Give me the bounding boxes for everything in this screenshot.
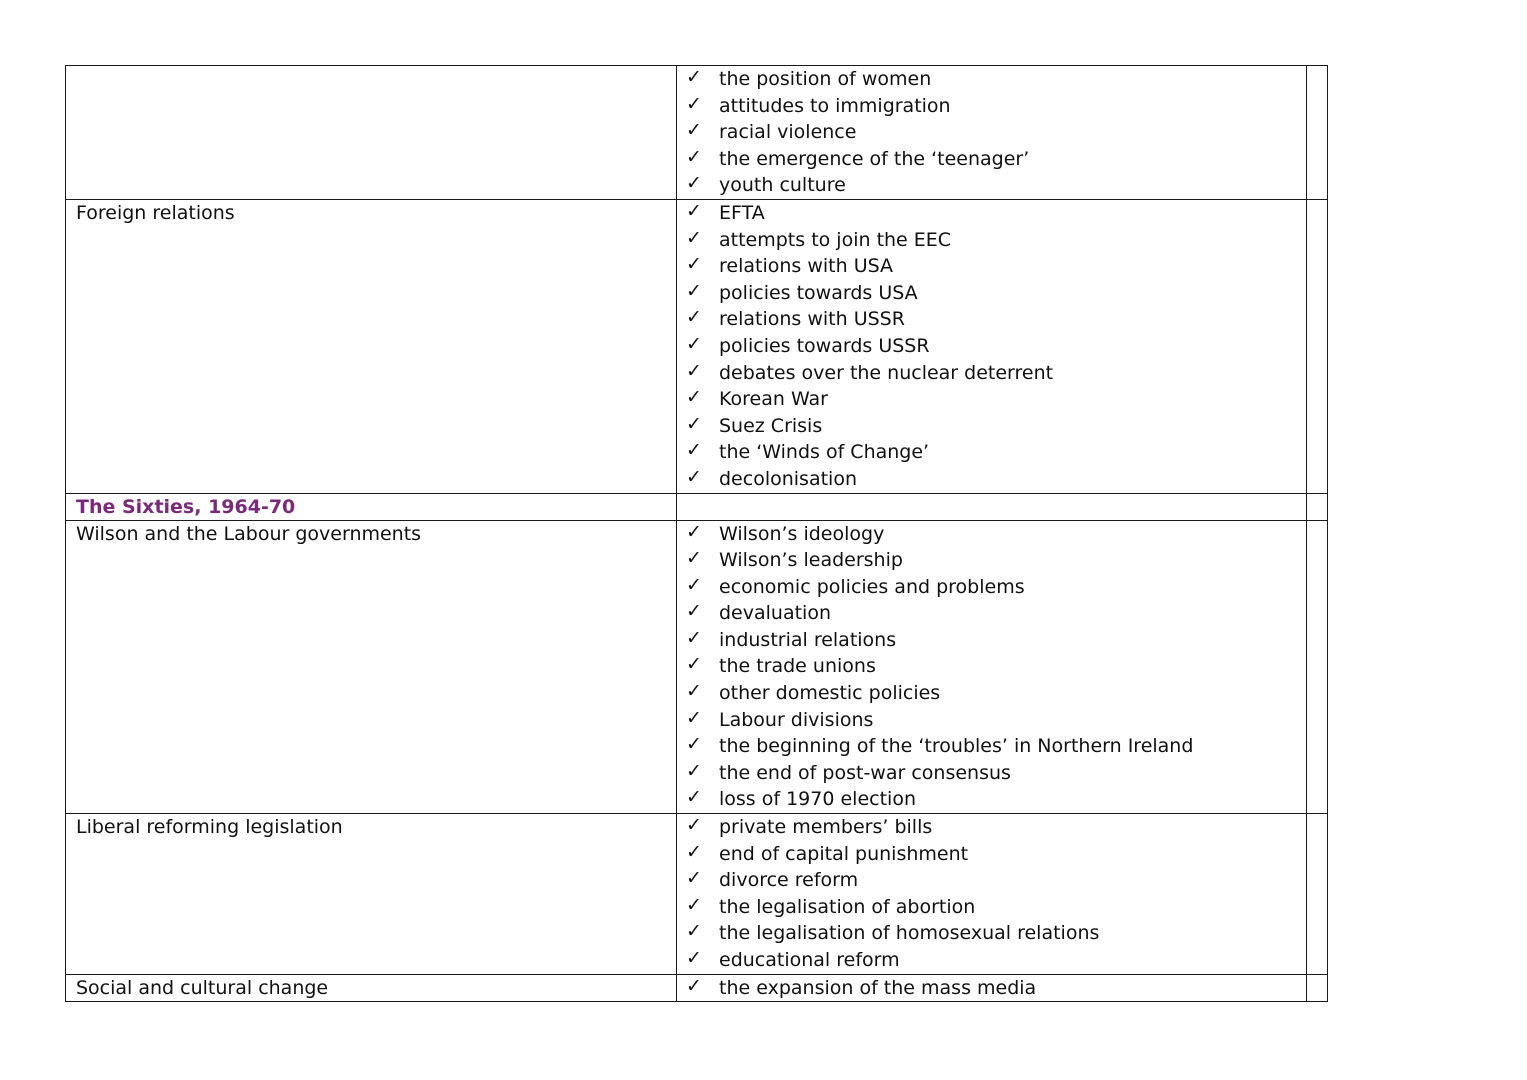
checkbox-column-cell	[1307, 974, 1328, 1002]
list-item	[677, 574, 1306, 601]
checkmark-icon: ✓	[686, 172, 702, 195]
list-item	[677, 841, 1306, 868]
list-item	[677, 707, 1306, 734]
topic-cell	[66, 66, 677, 200]
checkmark-icon: ✓	[686, 306, 702, 329]
list-item-text: divorce reform	[719, 869, 859, 892]
topic-label: Liberal reforming legislation	[76, 816, 343, 839]
list-item	[677, 280, 1306, 307]
list-item-text: the emergence of the ‘teenager’	[719, 147, 1030, 170]
checkmark-icon: ✓	[686, 279, 702, 302]
list-item	[677, 253, 1306, 280]
list-item-text: Labour divisions	[719, 708, 874, 731]
topic-cell	[66, 520, 677, 814]
checkmark-icon: ✓	[686, 600, 702, 623]
list-item-text: devaluation	[719, 602, 831, 625]
checkmark-icon: ✓	[686, 465, 702, 488]
checkmark-icon: ✓	[686, 226, 702, 249]
list-item-text: end of capital punishment	[719, 842, 969, 865]
list-item-text: racial violence	[719, 121, 857, 144]
checkmark-icon: ✓	[686, 626, 702, 649]
specification-table-body	[66, 66, 1328, 1002]
list-item-text: decolonisation	[719, 467, 857, 490]
content-checklist	[677, 200, 1306, 493]
document-page	[65, 65, 1327, 1002]
list-item	[677, 600, 1306, 627]
checkmark-icon: ✓	[686, 706, 702, 729]
list-item-text: the position of women	[719, 68, 932, 90]
checkmark-icon: ✓	[686, 947, 702, 969]
list-item	[677, 814, 1306, 841]
list-item-text: youth culture	[719, 174, 846, 197]
table-row	[66, 66, 1328, 200]
checkmark-icon: ✓	[686, 547, 702, 570]
section-heading-cell	[66, 493, 677, 520]
list-item	[677, 521, 1306, 548]
checkbox-column-cell	[1307, 66, 1328, 200]
checkbox-column-cell	[1307, 520, 1328, 814]
checkmark-icon: ✓	[686, 733, 702, 756]
content-cell	[677, 66, 1307, 200]
list-item	[677, 680, 1306, 707]
content-cell	[677, 520, 1307, 814]
list-item	[677, 920, 1306, 947]
list-item	[677, 733, 1306, 760]
checkmark-icon: ✓	[686, 412, 702, 435]
checkmark-icon: ✓	[686, 814, 702, 837]
table-row	[66, 814, 1328, 975]
topic-cell	[66, 814, 677, 975]
list-item-text: relations with USSR	[719, 308, 905, 331]
list-item	[677, 466, 1306, 493]
list-item	[677, 66, 1306, 93]
list-item	[677, 146, 1306, 173]
section-heading: The Sixties, 1964-70	[76, 495, 296, 518]
list-item-text: policies towards USSR	[719, 334, 930, 357]
list-item	[677, 227, 1306, 254]
checkmark-icon: ✓	[686, 145, 702, 168]
topic-cell	[66, 974, 677, 1002]
topic-cell	[66, 199, 677, 493]
list-item-text: relations with USA	[719, 255, 894, 278]
list-item-text: the ‘Winds of Change’	[719, 441, 930, 464]
checkmark-icon: ✓	[686, 974, 702, 997]
list-item	[677, 439, 1306, 466]
list-item	[677, 947, 1306, 974]
list-item-text: industrial relations	[719, 628, 897, 651]
checkmark-icon: ✓	[686, 920, 702, 943]
checkbox-column-cell	[1307, 199, 1328, 493]
list-item	[677, 386, 1306, 413]
checkmark-icon: ✓	[686, 439, 702, 462]
checkmark-icon: ✓	[686, 680, 702, 703]
list-item-text: the beginning of the ‘troubles’ in Northern Ireland	[719, 735, 1194, 758]
content-checklist	[677, 975, 1306, 1002]
topic-label: Wilson and the Labour governments	[76, 522, 422, 545]
checkbox-column-cell	[1307, 493, 1328, 520]
list-item-text: policies towards USA	[719, 281, 918, 304]
table-row	[66, 974, 1328, 1002]
checkmark-icon: ✓	[686, 867, 702, 890]
checkmark-icon: ✓	[686, 119, 702, 142]
list-item	[677, 119, 1306, 146]
list-item-text: Korean War	[719, 388, 828, 411]
list-item-text: economic policies and problems	[719, 575, 1025, 598]
list-item	[677, 200, 1306, 227]
list-item	[677, 360, 1306, 387]
checkmark-icon: ✓	[686, 359, 702, 382]
content-checklist	[677, 66, 1306, 199]
list-item	[677, 786, 1306, 813]
checkmark-icon: ✓	[686, 893, 702, 916]
list-item-text: debates over the nuclear deterrent	[719, 361, 1054, 384]
list-item	[677, 413, 1306, 440]
checkmark-icon: ✓	[686, 199, 702, 222]
list-item	[677, 975, 1306, 1002]
list-item-text: attitudes to immigration	[719, 94, 951, 117]
topic-label: Foreign relations	[76, 201, 235, 224]
content-cell	[677, 974, 1307, 1002]
checkbox-column-cell	[1307, 814, 1328, 975]
checkmark-icon: ✓	[686, 66, 702, 88]
list-item-text: loss of 1970 election	[719, 788, 916, 811]
list-item	[677, 172, 1306, 199]
empty-cell	[677, 493, 1307, 520]
checkmark-icon: ✓	[686, 386, 702, 409]
list-item-text: EFTA	[719, 201, 765, 224]
list-item-text: other domestic policies	[719, 682, 941, 705]
list-item-text: Wilson’s ideology	[719, 522, 885, 545]
list-item	[677, 93, 1306, 120]
content-checklist	[677, 814, 1306, 974]
checkmark-icon: ✓	[686, 92, 702, 115]
list-item	[677, 306, 1306, 333]
list-item-text: educational reform	[719, 949, 900, 971]
list-item-text: the expansion of the mass media	[719, 976, 1037, 999]
checkmark-icon: ✓	[686, 332, 702, 355]
list-item-text: the legalisation of abortion	[719, 895, 976, 918]
specification-table	[65, 65, 1328, 1002]
list-item-text: the legalisation of homosexual relations	[719, 922, 1100, 945]
list-item	[677, 894, 1306, 921]
list-item-text: Wilson’s leadership	[719, 549, 903, 572]
checkmark-icon: ✓	[686, 759, 702, 782]
content-cell	[677, 814, 1307, 975]
list-item	[677, 547, 1306, 574]
list-item	[677, 760, 1306, 787]
content-cell	[677, 199, 1307, 493]
list-item-text: private members’ bills	[719, 816, 933, 839]
table-row	[66, 520, 1328, 814]
list-item	[677, 333, 1306, 360]
checkmark-icon: ✓	[686, 840, 702, 863]
checkmark-icon: ✓	[686, 520, 702, 543]
list-item	[677, 653, 1306, 680]
table-row	[66, 199, 1328, 493]
list-item-text: attempts to join the EEC	[719, 228, 952, 251]
checkmark-icon: ✓	[686, 653, 702, 676]
topic-label: Social and cultural change	[76, 976, 329, 999]
list-item	[677, 867, 1306, 894]
checkmark-icon: ✓	[686, 573, 702, 596]
list-item-text: the end of post-war consensus	[719, 761, 1011, 784]
section-heading-row	[66, 493, 1328, 520]
checkmark-icon: ✓	[686, 253, 702, 276]
checkmark-icon: ✓	[686, 786, 702, 809]
list-item	[677, 627, 1306, 654]
content-checklist	[677, 521, 1306, 814]
list-item-text: Suez Crisis	[719, 414, 823, 437]
list-item-text: the trade unions	[719, 655, 876, 678]
